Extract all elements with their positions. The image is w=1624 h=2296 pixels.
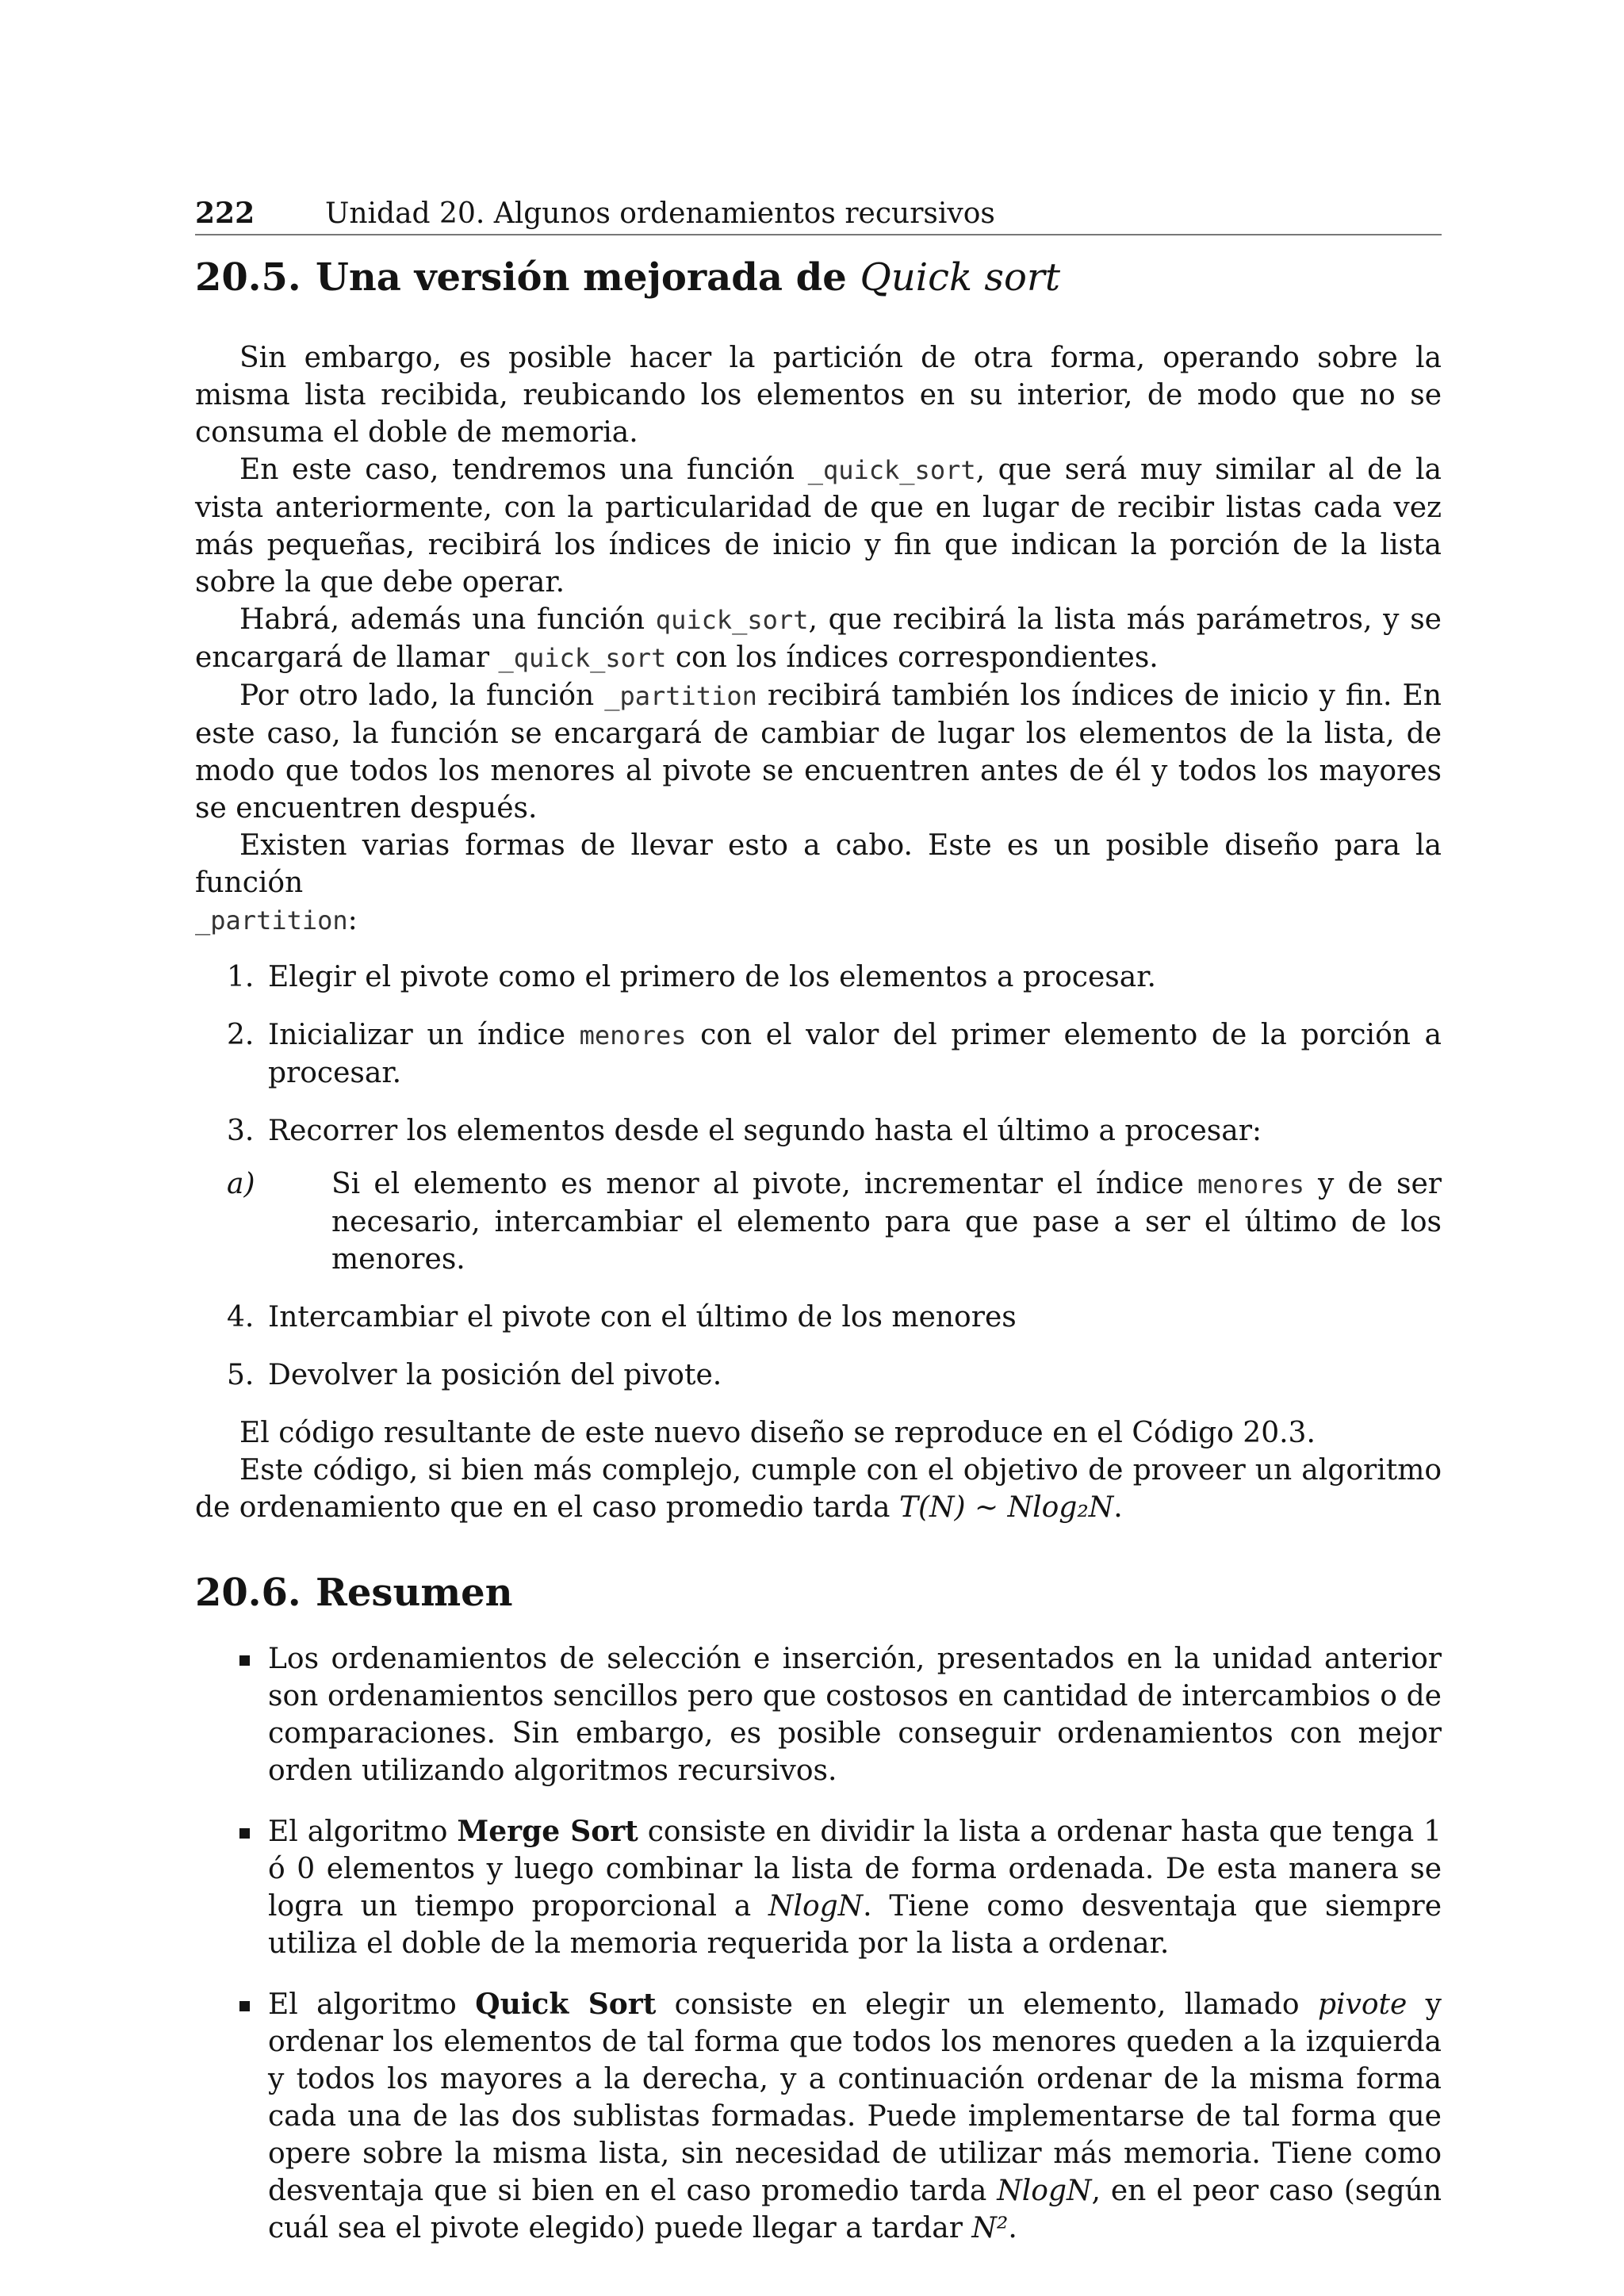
math-expression: T(N) ∼ Nlog₂N [898,1491,1114,1524]
code-inline: quick_sort [655,605,809,635]
page-content [195,252,1442,2271]
bullet-square-icon [239,1828,250,1839]
paragraph: Sin embargo, es posible hacer la partición de otra forma, operando sobre la misma lista recibida, reubicando los elementos en su interior, de modo que no se consuma el doble de memoria. [195,342,1442,449]
code-inline: _partition [195,905,348,936]
list-item: Los ordenamientos de selección e inserción, presentados en la unidad anterior son ordenamientos sencillos pero que costosos en cantidad de intercambios o de comparaciones. Sin embargo, es posible conseguir ordenamientos con mejor orden utilizando algoritmos recursivos. [195,1640,1442,1789]
paragraph: Existen varias formas de llevar esto a cabo. Este es un posible diseño para la función [195,829,1442,899]
section-heading-20-5 [195,252,1442,303]
term-merge-sort: Merge Sort [457,1815,638,1848]
section-number: 20.6. [195,1571,301,1615]
section-number: 20.5. [195,255,301,300]
code-inline: _quick_sort [807,455,976,485]
section-title: Resumen [316,1571,513,1615]
list-item: 4. Intercambiar el pivote con el último de los menores [227,1301,1017,1334]
paragraph: Por otro lado, la función _partition recibirá también los índices de inicio y fin. En este caso, la función se encargará de cambiar de lugar los elementos de la lista, de modo que todos los menores al pivote se encuentren antes de él y todos los mayores se encuentren después. [195,679,1442,825]
section-heading-20-6 [195,1567,1442,1618]
code-inline: _quick_sort [498,643,667,673]
bullet-square-icon [239,1655,250,1666]
list-item: El algoritmo Merge Sort consiste en dividir la lista a ordenar hasta que tenga 1 ó 0 elementos y luego combinar la lista de forma ordenada. De esta manera se logra un tiempo proporcional a NlogN. Tiene como desventaja que siempre utiliza el doble de la memoria requerida por la lista a ordenar. [195,1813,1442,1962]
paragraph: En este caso, tendremos una función _quick_sort, que será muy similar al de la vista anteriormente, con la particularidad de que en lugar de recibir listas cada vez más pequeñas, recibirá los índices de inicio y fin que indican la porción de la lista sobre la que debe operar. [195,453,1442,599]
code-inline: _partition [604,681,757,711]
term-quick-sort: Quick Sort [475,1988,657,2021]
sub-list-item: a) Si el elemento es menor al pivote, incrementar el índice menores y de ser necesario, intercambiar el elemento para que pase a ser el último de los menores. [227,1168,1442,1276]
page-number: 222 [195,197,255,230]
bullet-square-icon [239,2001,250,2011]
summary-list [195,1640,1442,2247]
partition-steps-list [195,959,1442,1394]
list-item: El algoritmo Quick Sort consiste en elegir un elemento, llamado pivote y ordenar los elementos de tal forma que todos los menores queden a la izquierda y todos los mayores a la derecha, y a continuación ordenar de la misma forma cada una de las dos sublistas formadas. Puede implementarse de tal forma que opere sobre la misma lista, sin necesidad de utilizar más memoria. Tiene como desventaja que si bien en el caso promedio tarda NlogN, en el peor caso (según cuál sea el pivote elegido) puede llegar a tardar N². [195,1986,1442,2247]
paragraph: Este código, si bien más complejo, cumple con el objetivo de proveer un algoritmo de ordenamiento que en el caso promedio tarda T(N) ∼ Nlog₂N. [195,1454,1442,1524]
paragraph: El código resultante de este nuevo diseño se reproduce en el Código 20.3. [239,1417,1316,1449]
chapter-title: Unidad 20. Algunos ordenamientos recursivos [325,197,995,230]
code-inline: menores [1197,1169,1304,1200]
math-expression: NlogN [997,2175,1092,2207]
running-header [195,193,1442,235]
list-item: 3. Recorrer los elementos desde el segundo hasta el último a procesar: a) Si el elemento es menor al pivote, incrementar el índice menores y de ser necesario, intercambiar el elemento para que pase a ser el último de los menores. [195,1112,1442,1278]
math-expression: N² [971,2212,1009,2244]
paragraph: Habrá, además una función quick_sort, que recibirá la lista más parámetros, y se encargará de llamar _quick_sort con los índices correspondientes. [195,603,1442,674]
section-title-italic: Quick sort [860,255,1061,300]
list-item: 5. Devolver la posición del pivote. [227,1359,722,1391]
section-title: Una versión mejorada de [316,255,860,300]
math-expression: NlogN [768,1890,864,1923]
list-item: 2. Inicializar un índice menores con el valor del primer elemento de la porción a procesar. [227,1019,1442,1089]
term-pivote: pivote [1317,1988,1408,2021]
code-inline: menores [579,1020,687,1050]
paragraph-continuation: _partition: [195,904,358,936]
list-item: 1. Elegir el pivote como el primero de los elementos a procesar. [227,961,1156,993]
